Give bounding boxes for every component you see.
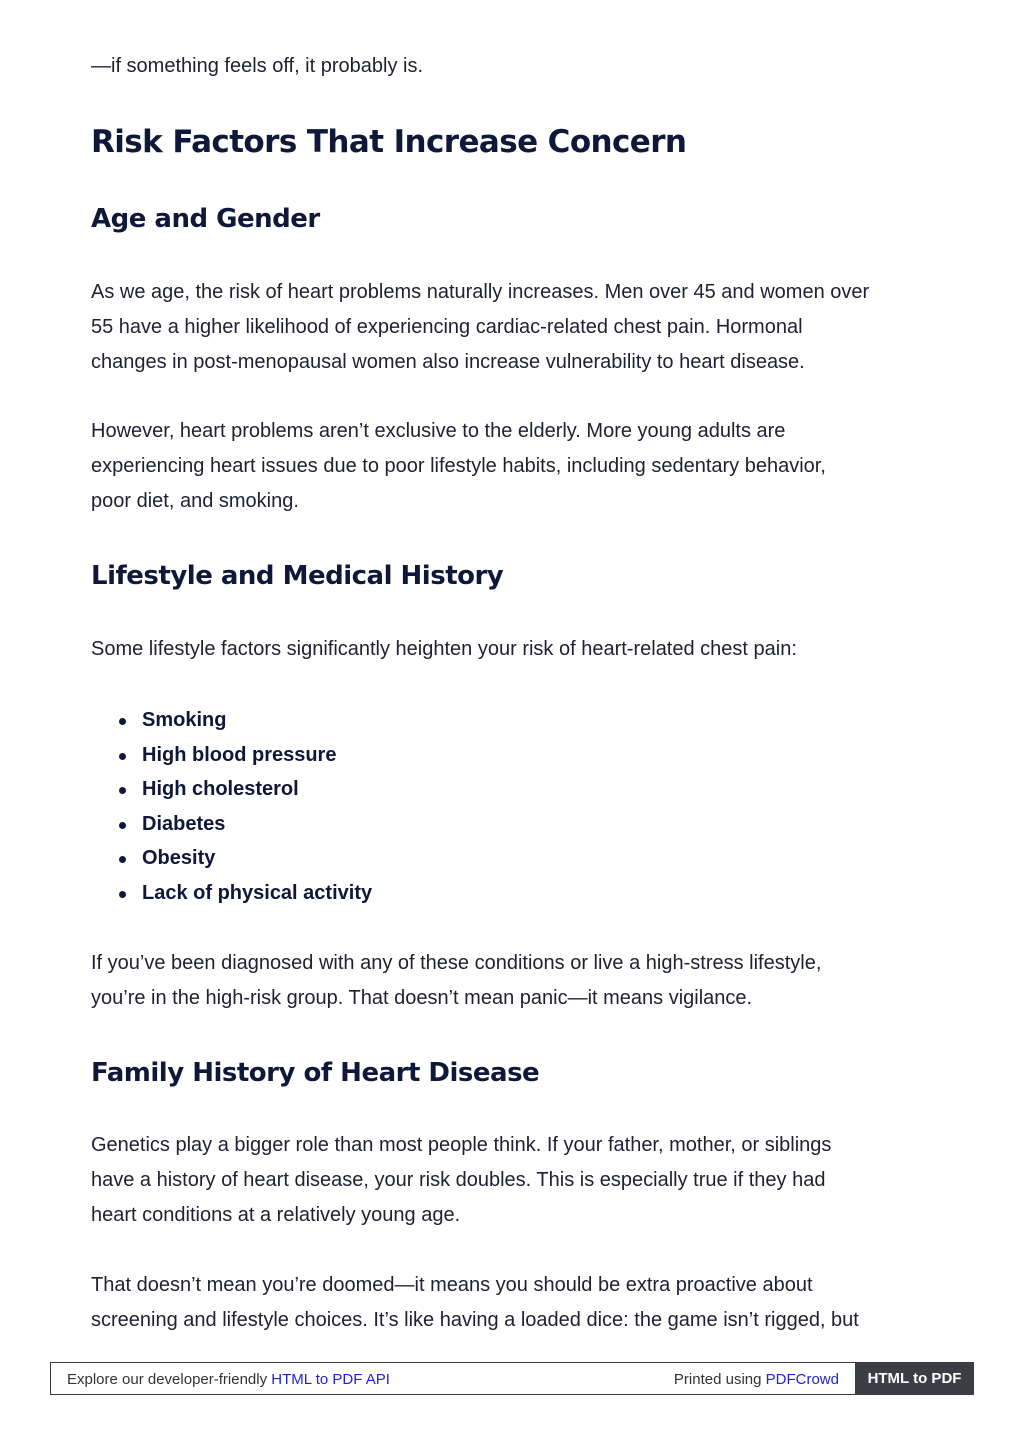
list-item: Obesity [91,841,372,876]
html-to-pdf-button[interactable]: HTML to PDF [855,1362,974,1395]
bullet-icon [119,753,126,760]
list-item: High blood pressure [91,738,372,773]
age-gender-heading: Age and Gender [91,204,320,234]
bullet-icon [119,822,126,829]
paragraph-line: changes in post-menopausal women also increase vulnerability to heart disease. [91,351,805,373]
bullet-icon [119,787,126,794]
paragraph-line: If you’ve been diagnosed with any of these conditions or live a high-stress lifestyle, [91,952,822,974]
bullet-icon [119,891,126,898]
family-history-heading: Family History of Heart Disease [91,1058,540,1088]
paragraph-line: experiencing heart issues due to poor lifestyle habits, including sedentary behavior, [91,455,826,477]
paragraph-line: you’re in the high-risk group. That doesn’t mean panic—it means vigilance. [91,987,753,1009]
html-to-pdf-api-link[interactable]: HTML to PDF API [271,1371,390,1388]
bullet-icon [119,718,126,725]
paragraph-line: have a history of heart disease, your risk doubles. This is especially true if they had [91,1169,826,1191]
footer-printed [674,1371,839,1388]
list-item: Diabetes [91,807,372,842]
paragraph-line: 55 have a higher likelihood of experiencing cardiac-related chest pain. Hormonal [91,316,803,338]
pdf-footer-banner [50,1362,974,1395]
footer-printed-text: Printed using [673,1371,766,1388]
lifestyle-heading: Lifestyle and Medical History [91,561,504,591]
family-paragraph-2 [91,1268,859,1338]
lifestyle-outro [91,946,821,1016]
intro-tail-text: —if something feels off, it probably is. [91,55,424,77]
section-title: Risk Factors That Increase Concern [91,124,687,160]
paragraph-line: heart conditions at a relatively young age. [91,1204,461,1226]
footer-explore-text: Explore our developer-friendly [67,1371,272,1388]
pdfcrowd-link[interactable]: PDFCrowd [765,1371,839,1388]
paragraph-line: However, heart problems aren’t exclusive to the elderly. More young adults are [91,420,786,442]
footer-explore [67,1371,390,1388]
age-gender-paragraph-2 [91,414,826,519]
paragraph-line: screening and lifestyle choices. It’s like having a loaded dice: the game isn’t rigged, but [91,1309,859,1331]
paragraph-line: poor diet, and smoking. [91,490,299,512]
paragraph-line: Genetics play a bigger role than most people think. If your father, mother, or siblings [91,1134,832,1156]
bullet-icon [119,856,126,863]
age-gender-paragraph-1 [91,275,869,380]
family-paragraph-1 [91,1128,831,1233]
paragraph-line: As we age, the risk of heart problems naturally increases. Men over 45 and women over [91,281,870,303]
list-item: High cholesterol [91,772,372,807]
lifestyle-intro: Some lifestyle factors significantly heighten your risk of heart-related chest pain: [91,638,797,660]
risk-factor-list [91,703,372,911]
paragraph-line: That doesn’t mean you’re doomed—it means you should be extra proactive about [91,1274,813,1296]
list-item: Lack of physical activity [91,876,372,911]
list-item: Smoking [91,703,372,738]
